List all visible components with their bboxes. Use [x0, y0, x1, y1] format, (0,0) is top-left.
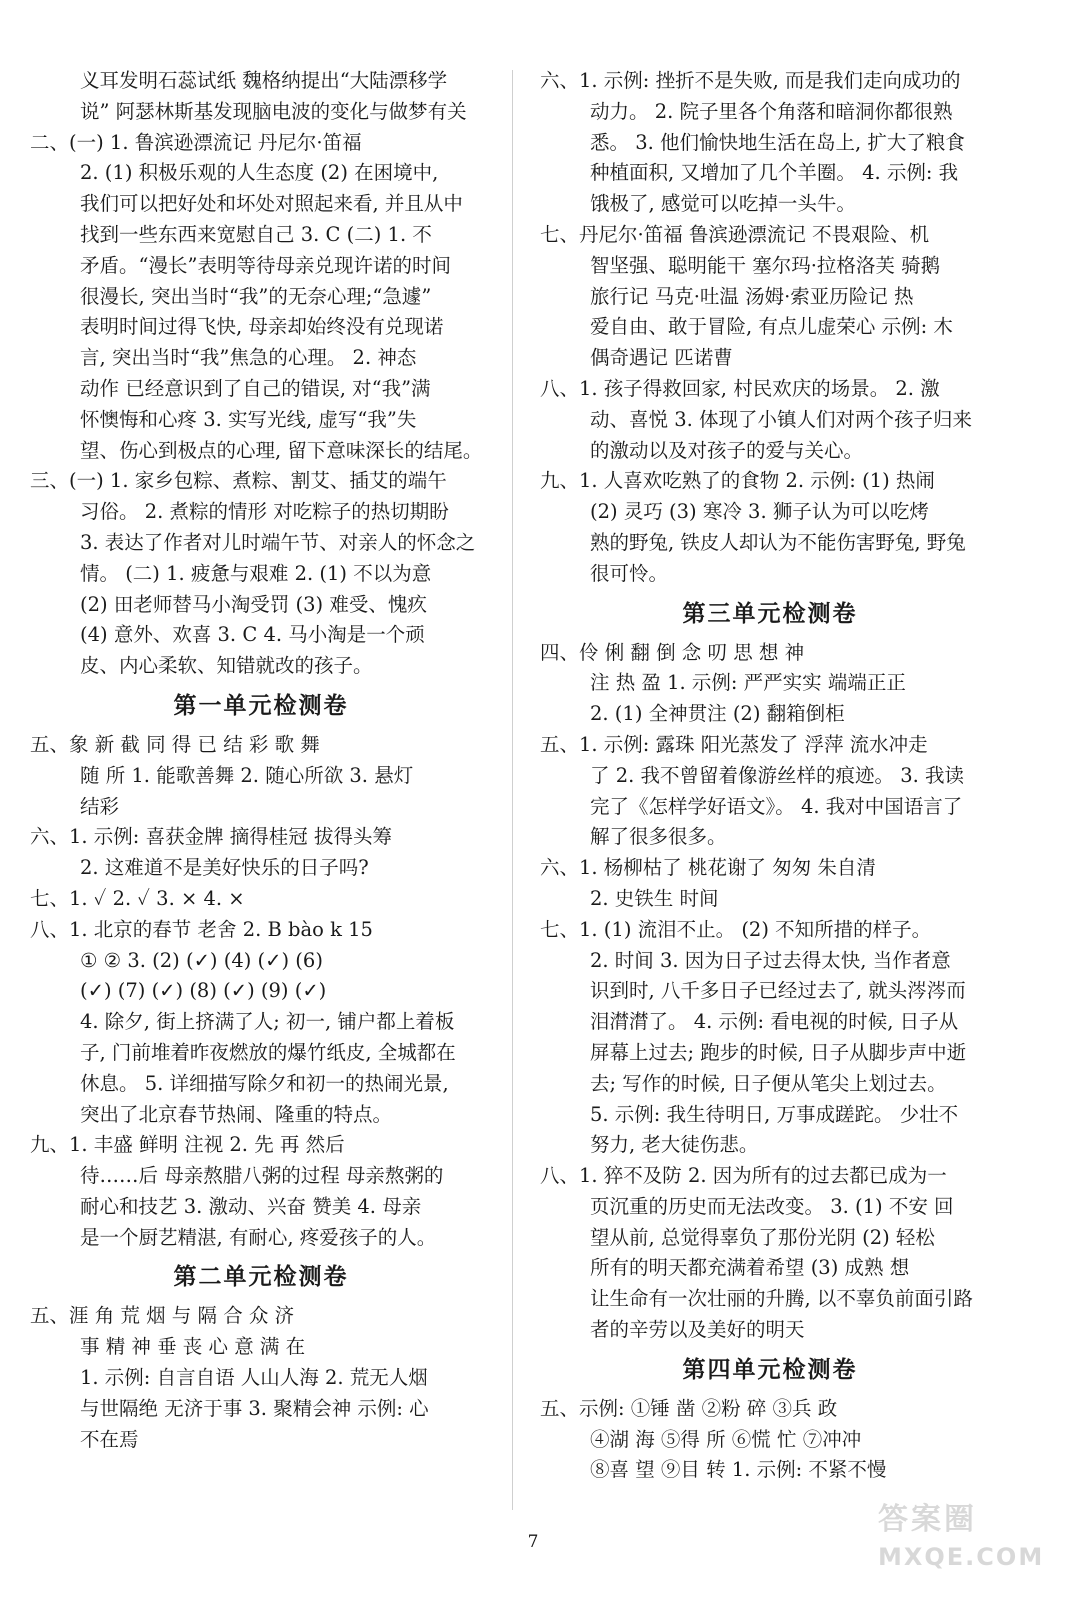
answer-line: 2. 这难道不是美好快乐的日子吗?	[80, 856, 369, 880]
answer-line: ⑧喜 望 ⑨目 转 1. 示例: 不紧不慢	[590, 1458, 887, 1482]
answer-line: 找到一些东西来宽慰自己 3. C (二) 1. 不	[80, 222, 432, 246]
page-number: 7	[527, 1532, 539, 1552]
answer-line: 二、(一) 1. 鲁滨逊漂流记 丹尼尔·笛福	[30, 130, 362, 154]
answer-line: ① ② 3. (2) (✓) (4) (✓) (6)	[80, 948, 323, 972]
answer-line: 结彩	[80, 794, 120, 818]
answer-line: 子, 门前堆着昨夜燃放的爆竹纸皮, 全城都在	[80, 1040, 456, 1064]
answer-line: 解了很多很多。	[590, 825, 727, 849]
answer-line: 种植面积, 又增加了几个羊圈。 4. 示例: 我	[590, 161, 959, 185]
answer-line: 偶奇遇记 匹诺曹	[590, 346, 733, 370]
answer-line: 情。 (二) 1. 疲惫与艰难 2. (1) 不以为意	[80, 561, 432, 585]
answer-line: 望、伤心到极点的心理, 留下意味深长的结尾。	[80, 438, 483, 462]
answer-line: 屏幕上过去; 跑步的时候, 日子从脚步声中逝	[590, 1040, 967, 1064]
answer-line: 说” 阿瑟林斯基发现脑电波的变化与做梦有关	[80, 99, 467, 123]
column-divider	[512, 70, 513, 1510]
section-heading: 第四单元检测卷	[682, 1356, 858, 1383]
answer-line: 怀懊悔和心疼 3. 实写光线, 虚写“我”失	[80, 407, 417, 431]
answer-line: 待……后 母亲熬腊八粥的过程 母亲熬粥的	[80, 1164, 444, 1188]
watermark-logo	[878, 1500, 1048, 1590]
answer-line: 皮、内心柔软、知错就改的孩子。	[80, 654, 373, 678]
answer-line: 言, 突出当时“我”焦急的心理。 2. 神态	[80, 346, 417, 370]
answer-line: (✓) (7) (✓) (8) (✓) (9) (✓)	[80, 979, 327, 1003]
answer-line: (2) 灵巧 (3) 寒冷 3. 狮子认为可以吃烤	[590, 500, 929, 524]
answer-line: 2. (1) 全神贯注 (2) 翻箱倒柜	[590, 702, 845, 726]
answer-line: 4. 除夕, 街上挤满了人; 初一, 铺户都上着板	[80, 1010, 455, 1034]
answer-line: 不在焉	[80, 1427, 139, 1451]
answer-line: 爱自由、敢于冒险, 有点儿虚荣心 示例: 木	[590, 315, 953, 339]
answer-line: 页沉重的历史而无法改变。 3. (1) 不安 回	[590, 1194, 954, 1218]
answer-line: 饿极了, 感觉可以吃掉一头牛。	[590, 192, 856, 216]
answer-line: 七、1. ✓ 2. ✓ 3. × 4. ×	[30, 886, 245, 910]
watermark-url: MXQE.COM	[878, 1543, 1045, 1571]
answer-line: 九、1. 丰盛 鲜明 注视 2. 先 再 然后	[30, 1133, 345, 1157]
answer-line: 七、丹尼尔·笛福 鲁滨逊漂流记 不畏艰险、机	[540, 222, 930, 246]
answer-line: 表明时间过得飞快, 母亲却始终没有兑现诺	[80, 315, 444, 339]
answer-line: (4) 意外、欢喜 3. C 4. 马小淘是一个顽	[80, 623, 425, 647]
answer-line: 2. (1) 积极乐观的人生态度 (2) 在困境中,	[80, 161, 439, 185]
answer-line: 六、1. 示例: 挫折不是失败, 而是我们走向成功的	[540, 69, 961, 92]
answer-line: 事 精 神 垂 丧 心 意 满 在	[80, 1335, 306, 1359]
right-column	[540, 66, 1000, 1486]
answer-line: 很漫长, 突出当时“我”的无奈心理;“急遽”	[80, 284, 432, 308]
answer-line: 旅行记 马克·吐温 汤姆·索亚历险记 热	[590, 284, 914, 308]
answer-line: 2. 时间 3. 因为日子过去得太快, 当作者意	[590, 948, 951, 972]
answer-line: 突出了北京春节热闹、隆重的特点。	[80, 1102, 393, 1126]
answer-line: 五、涯 角 荒 烟 与 隔 合 众 济	[30, 1304, 295, 1328]
answer-line: 矛盾。“漫长”表明等待母亲兑现许诺的时间	[80, 253, 451, 277]
answer-line: 所有的明天都充满着希望 (3) 成熟 想	[590, 1256, 910, 1280]
answer-line: 耐心和技艺 3. 激动、兴奋 赞美 4. 母亲	[80, 1194, 422, 1218]
section-heading: 第三单元检测卷	[682, 600, 858, 627]
answer-line: 注 热 盈 1. 示例: 严严实实 端端正正	[590, 671, 906, 695]
answer-line: 识到时, 八千多日子已经过去了, 就头涔涔而	[590, 979, 966, 1003]
answer-line: 动、喜悦 3. 体现了小镇人们对两个孩子归来	[590, 407, 973, 431]
answer-line: 三、(一) 1. 家乡包粽、煮粽、割艾、插艾的端午	[30, 469, 447, 493]
answer-line: 者的辛劳以及美好的明天	[590, 1318, 805, 1342]
answer-line: 五、示例: ①锤 凿 ②粉 碎 ③兵 政	[540, 1396, 838, 1420]
answer-line: 七、1. (1) 流泪不止。 (2) 不知所措的样子。	[540, 917, 932, 941]
section-heading: 第一单元检测卷	[173, 692, 349, 719]
answer-line: ④湖 海 ⑤得 所 ⑥慌 忙 ⑦冲冲	[590, 1427, 862, 1451]
answer-line: 的激动以及对孩子的爱与关心。	[590, 438, 864, 462]
answer-line: 八、1. 猝不及防 2. 因为所有的过去都已成为一	[540, 1164, 947, 1188]
answer-line: 八、1. 北京的春节 老舍 2. B bào k 15	[30, 917, 373, 941]
answer-line: 六、1. 杨柳枯了 桃花谢了 匆匆 朱自清	[540, 856, 876, 880]
answer-line: 六、1. 示例: 喜获金牌 摘得桂冠 拔得头筹	[30, 825, 392, 849]
answer-line: 动力。 2. 院子里各个角落和暗洞你都很熟	[590, 99, 953, 123]
answer-line: 习俗。 2. 煮粽的情形 对吃粽子的热切期盼	[80, 500, 449, 524]
answer-line: 了 2. 我不曾留着像游丝样的痕迹。 3. 我读	[590, 763, 965, 787]
answer-line: 休息。 5. 详细描写除夕和初一的热闹光景,	[80, 1071, 449, 1095]
answer-line: 努力, 老大徒伤悲。	[590, 1133, 759, 1157]
answer-line: 我们可以把好处和坏处对照起来看, 并且从中	[80, 192, 463, 216]
answer-line: 九、1. 人喜欢吃熟了的食物 2. 示例: (1) 热闹	[540, 469, 935, 493]
answer-line: 四、伶 俐 翻 倒 念 叨 思 想 神	[540, 640, 805, 664]
left-column	[30, 66, 492, 1455]
answer-line: 八、1. 孩子得救回家, 村民欢庆的场景。 2. 激	[540, 376, 940, 400]
answer-line: 3. 表达了作者对儿时端午节、对亲人的怀念之	[80, 530, 476, 554]
answer-line: 与世隔绝 无济于事 3. 聚精会神 示例: 心	[80, 1396, 429, 1420]
answer-line: 动作 已经意识到了自己的错误, 对“我”满	[80, 376, 431, 400]
answer-line: 让生命有一次壮丽的升腾, 以不辜负前面引路	[590, 1287, 973, 1311]
answer-line: 随 所 1. 能歌善舞 2. 随心所欲 3. 悬灯	[80, 763, 414, 787]
answer-line: 五、象 新 截 同 得 已 结 彩 歌 舞	[30, 732, 320, 756]
answer-line: 是一个厨艺精湛, 有耐心, 疼爱孩子的人。	[80, 1225, 437, 1249]
answer-line: 完了《怎样学好语文》。 4. 我对中国语言了	[590, 794, 963, 818]
answer-line: 2. 史铁生 时间	[590, 886, 719, 910]
answer-line: 熟的野兔, 铁皮人却认为不能伤害野兔, 野兔	[590, 530, 966, 554]
section-heading: 第二单元检测卷	[173, 1264, 349, 1291]
answer-line: 望从前, 总觉得辜负了那份光阴 (2) 轻松	[590, 1225, 935, 1249]
answer-line: 智坚强、聪明能干 塞尔玛·拉格洛芙 骑鹅	[590, 253, 941, 277]
answer-line: 五、1. 示例: 露珠 阳光蒸发了 浮萍 流水冲走	[540, 732, 928, 756]
answer-line: 去; 写作的时候, 日子便从笔尖上划过去。	[590, 1071, 947, 1095]
answer-line: 很可怜。	[590, 561, 669, 585]
answer-line: 悉。 3. 他们愉快地生活在岛上, 扩大了粮食	[590, 130, 965, 154]
answer-line: 5. 示例: 我生待明日, 万事成蹉跎。 少壮不	[590, 1102, 959, 1126]
watermark-title: 答案圈	[878, 1502, 977, 1537]
answer-line: (2) 田老师替马小淘受罚 (3) 难受、愧疚	[80, 592, 427, 616]
answer-line: 义耳发明石蕊试纸 魏格纳提出“大陆漂移学	[80, 69, 448, 92]
answer-line: 泪潸潸了。 4. 示例: 看电视的时候, 日子从	[590, 1010, 959, 1034]
answer-line: 1. 示例: 自言自语 人山人海 2. 荒无人烟	[80, 1366, 428, 1390]
